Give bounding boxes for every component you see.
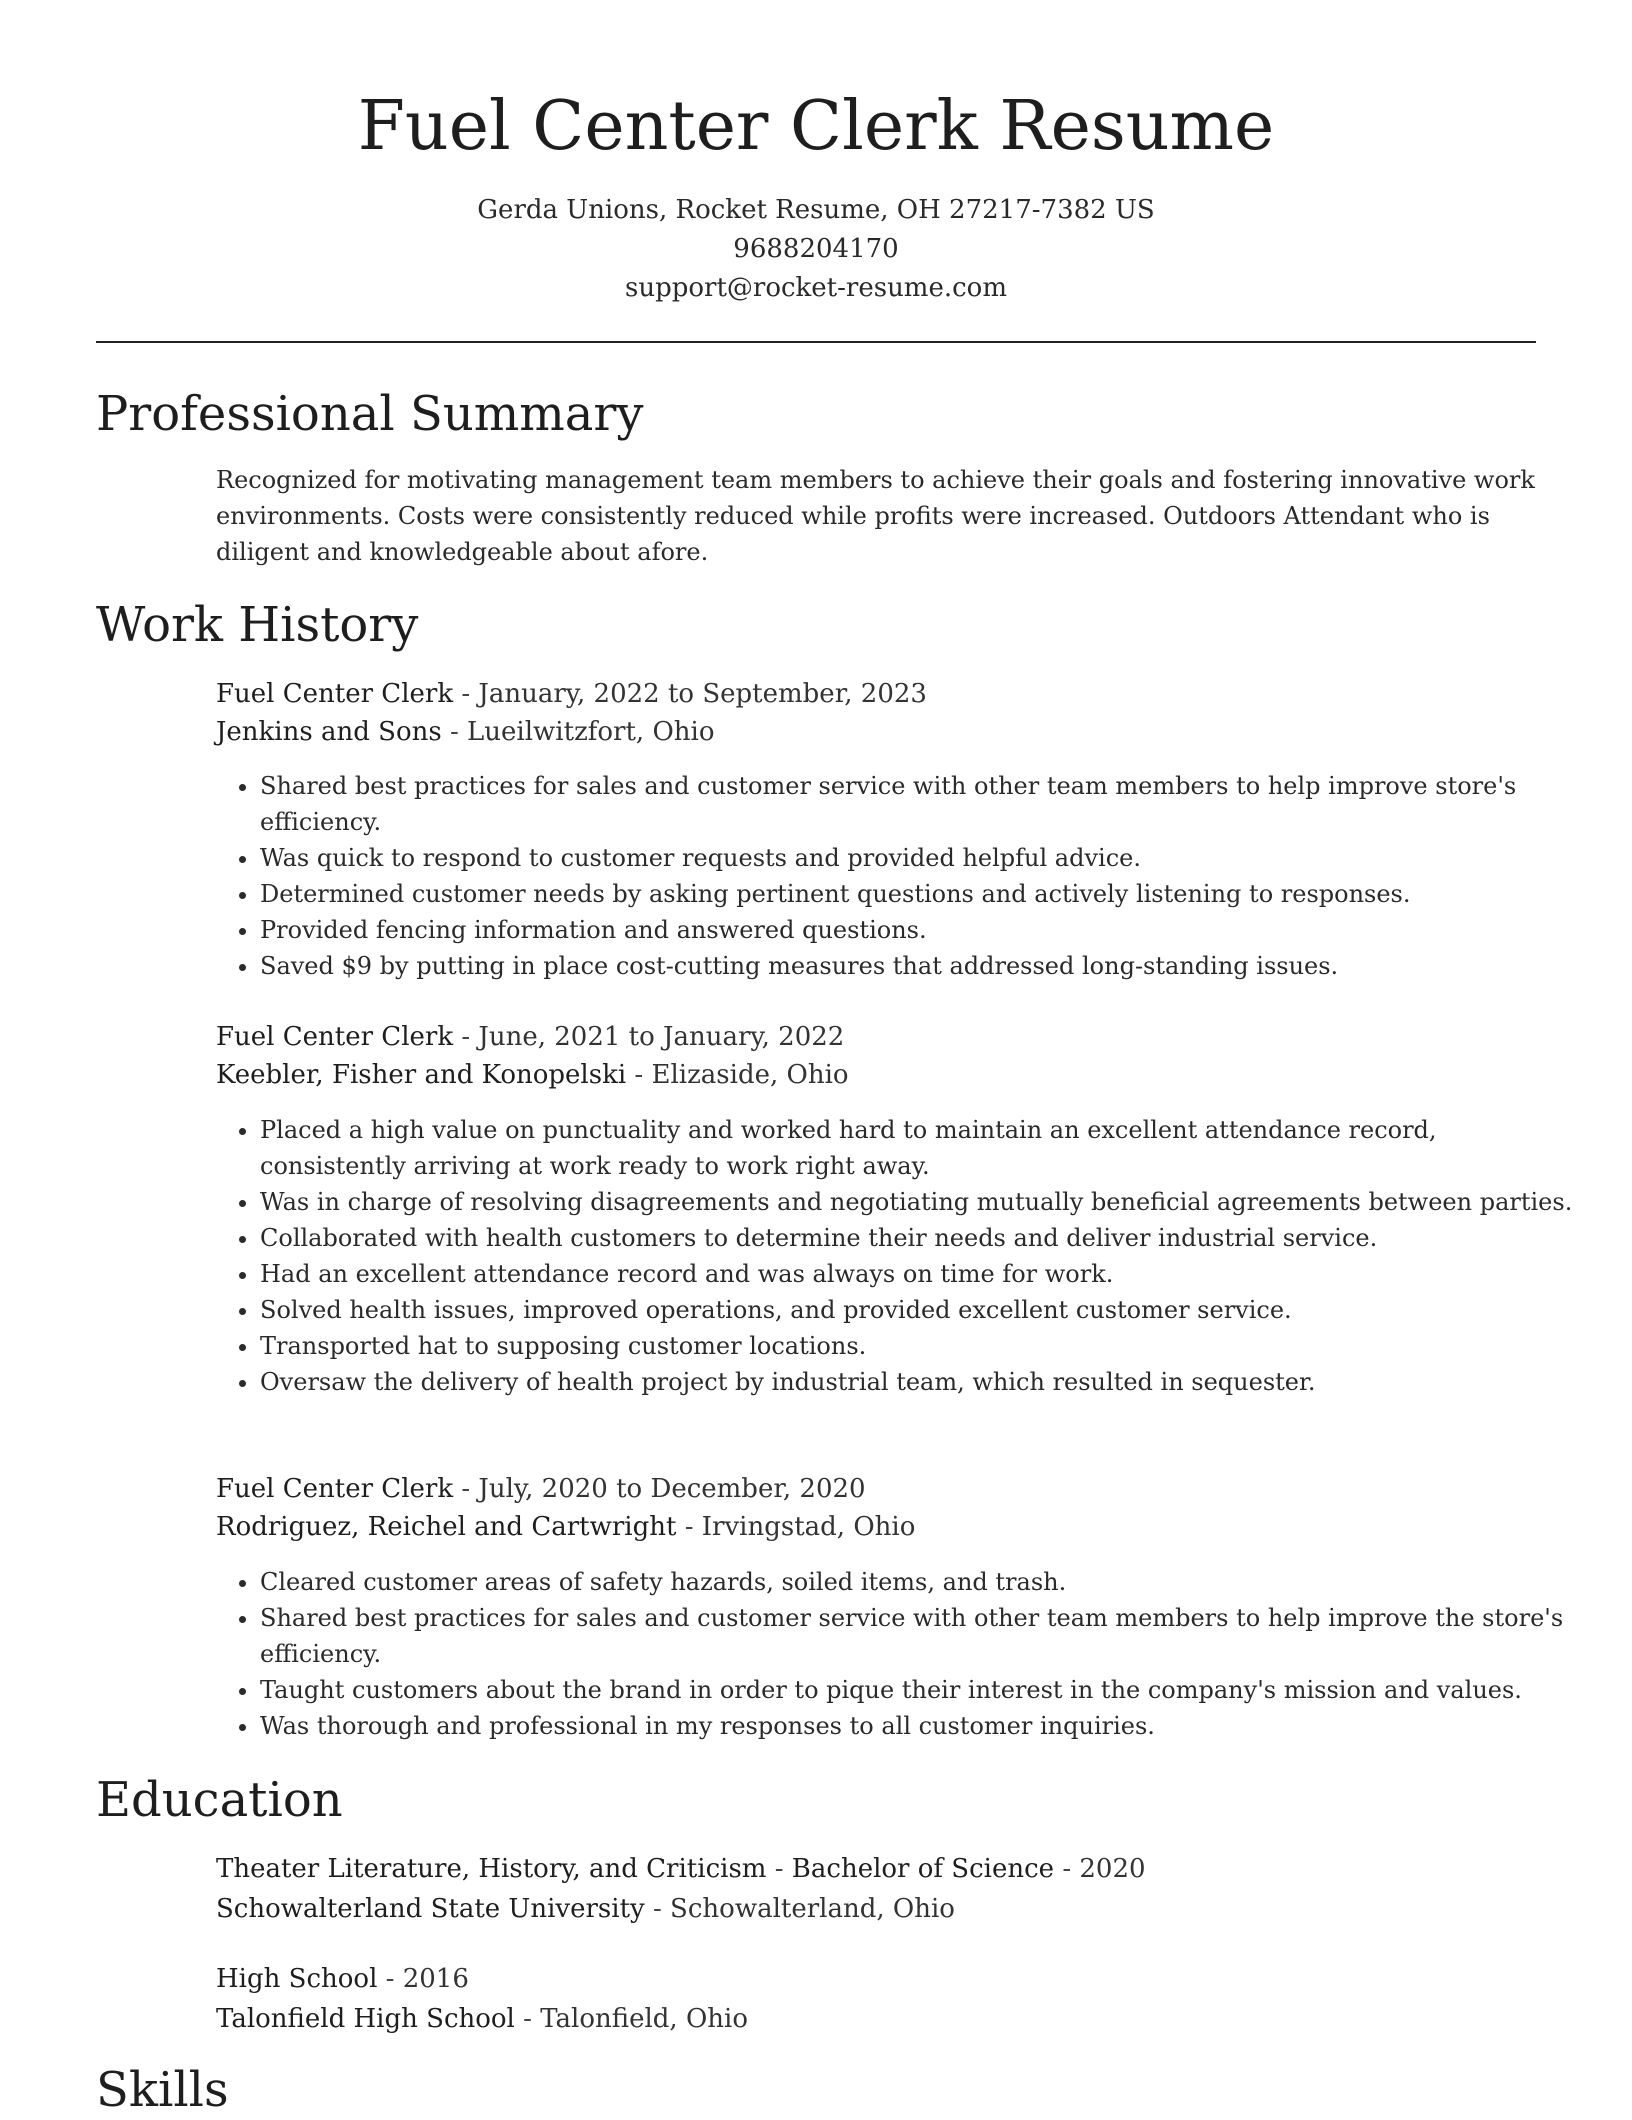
- separator: -: [676, 1512, 702, 1542]
- education-year: 2016: [402, 1964, 469, 1994]
- list-item: • Saved $9 by putting in place cost-cutting measures that addressed long-standing issues.: [260, 948, 1580, 984]
- education-degree-line: [216, 1850, 1536, 1888]
- summary-heading: Professional Summary: [96, 386, 644, 442]
- header-divider: [96, 341, 1536, 343]
- list-item: • Shared best practices for sales and customer service with other team members to help improve the store's efficiency.: [260, 1600, 1580, 1672]
- list-item: • Was quick to respond to customer requests and provided helpful advice.: [260, 840, 1580, 876]
- list-item: • Was in charge of resolving disagreements and negotiating mutually beneficial agreements between parties.: [260, 1184, 1580, 1220]
- list-item: • Determined customer needs by asking pertinent questions and actively listening to responses.: [260, 876, 1580, 912]
- list-item: • Shared best practices for sales and customer service with other team members to help improve store's efficiency.: [260, 768, 1580, 840]
- separator: -: [1054, 1854, 1080, 1884]
- job-title-line: [216, 1470, 1536, 1508]
- job-title: Fuel Center Clerk: [216, 679, 454, 709]
- separator: -: [766, 1854, 792, 1884]
- education-school-line: [216, 1890, 1536, 1928]
- separator: -: [626, 1060, 652, 1090]
- separator: -: [377, 1964, 403, 1994]
- work-history-heading: Work History: [96, 597, 419, 653]
- education-school: Talonfield High School: [216, 2004, 515, 2034]
- job-bullet-list: [216, 1564, 1580, 1744]
- education-field: High School: [216, 1964, 378, 1994]
- job-company: Jenkins and Sons: [216, 717, 442, 747]
- list-item: • Cleared customer areas of safety hazards, soiled items, and trash.: [260, 1564, 1580, 1600]
- education-degree-line: [216, 1960, 1536, 1998]
- job-title-line: [216, 1018, 1536, 1056]
- education-location: Schowalterland, Ohio: [670, 1894, 955, 1924]
- separator: -: [453, 1474, 479, 1504]
- list-item: • Provided fencing information and answered questions.: [260, 912, 1580, 948]
- address-line: Gerda Unions, Rocket Resume, OH 27217-7382 US: [477, 195, 1155, 225]
- list-item: • Solved health issues, improved operations, and provided excellent customer service.: [260, 1292, 1580, 1328]
- summary-text: Recognized for motivating management team members to achieve their goals and fostering innovative work environments. Costs were consistently reduced while profits were increased. Outdoors Attendant who is diligent and knowledgeable about afore.: [216, 466, 1535, 566]
- job-location: Irvingstad, Ohio: [701, 1512, 916, 1542]
- job-bullet-list: [216, 768, 1580, 984]
- job-title-line: [216, 675, 1536, 713]
- education-school: Schowalterland State University: [216, 1894, 645, 1924]
- list-item: • Oversaw the delivery of health project by industrial team, which resulted in sequester.: [260, 1364, 1580, 1400]
- list-item: • Placed a high value on punctuality and worked hard to maintain an excellent attendance record, consistently arriving at work ready to work right away.: [260, 1112, 1580, 1184]
- job-bullet-list: [216, 1112, 1580, 1400]
- separator: -: [441, 717, 468, 747]
- list-item: • Had an excellent attendance record and was always on time for work.: [260, 1256, 1580, 1292]
- job-dates: January, 2022 to September, 2023: [478, 679, 927, 709]
- separator: -: [453, 679, 479, 709]
- education-field: Theater Literature, History, and Criticism: [216, 1854, 767, 1884]
- job-company: Keebler, Fisher and Konopelski: [216, 1060, 627, 1090]
- job-company: Rodriguez, Reichel and Cartwright: [216, 1512, 677, 1542]
- education-year: 2020: [1079, 1854, 1146, 1884]
- job-dates: July, 2020 to December, 2020: [478, 1474, 866, 1504]
- education-school-line: [216, 2000, 1536, 2038]
- skills-heading: Skills: [96, 2062, 229, 2118]
- separator: -: [644, 1894, 671, 1924]
- job-title: Fuel Center Clerk: [216, 1022, 454, 1052]
- list-item: • Collaborated with health customers to determine their needs and deliver industrial service.: [260, 1220, 1580, 1256]
- list-item: • Transported hat to supposing customer locations.: [260, 1328, 1580, 1364]
- list-item: • Was thorough and professional in my responses to all customer inquiries.: [260, 1708, 1580, 1744]
- email-line: support@rocket-resume.com: [624, 273, 1007, 303]
- education-heading: Education: [96, 1772, 343, 1828]
- job-company-line: [216, 1056, 1536, 1094]
- job-company-line: [216, 1508, 1536, 1546]
- phone-line: 9688204170: [733, 234, 899, 264]
- job-title: Fuel Center Clerk: [216, 1474, 454, 1504]
- education-location: Talonfield, Ohio: [540, 2004, 748, 2034]
- education-degree: Bachelor of Science: [791, 1854, 1055, 1884]
- separator: -: [453, 1022, 479, 1052]
- list-item: • Taught customers about the brand in order to pique their interest in the company's mission and values.: [260, 1672, 1580, 1708]
- job-dates: June, 2021 to January, 2022: [478, 1022, 845, 1052]
- job-location: Elizaside, Ohio: [651, 1060, 849, 1090]
- resume-title: Fuel Center Clerk Resume: [357, 87, 1275, 166]
- separator: -: [514, 2004, 541, 2034]
- contact-block: [0, 191, 1632, 308]
- job-location: Lueilwitzfort, Ohio: [467, 717, 715, 747]
- job-company-line: [216, 713, 1536, 751]
